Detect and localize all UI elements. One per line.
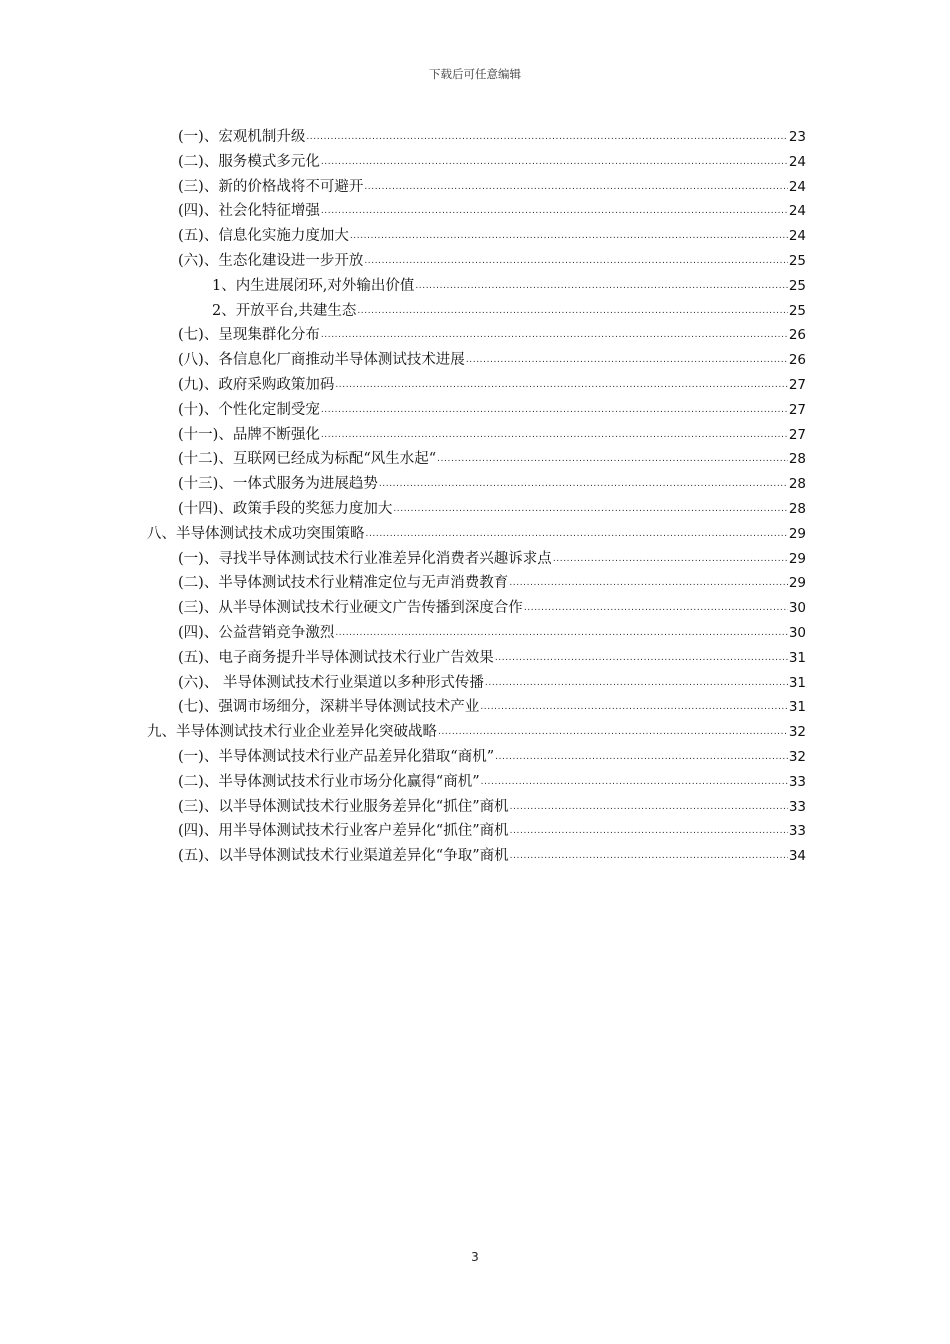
toc-entry-page-number: 25 (788, 302, 806, 319)
toc-dot-leader (393, 498, 787, 520)
toc-section-entry[interactable] (178, 796, 806, 818)
toc-entry-title: (五)、以半导体测试技术行业渠道差异化“争取”商机 (178, 848, 509, 865)
toc-entry-page-number: 28 (788, 451, 806, 468)
toc-section-entry[interactable] (178, 820, 806, 842)
toc-entry-page-number: 25 (788, 253, 806, 269)
toc-entry-page-number: 27 (788, 401, 806, 418)
toc-entry-title: (十一)、品牌不断强化 (178, 426, 320, 443)
toc-section-entry[interactable] (178, 200, 806, 222)
toc-dot-leader (485, 672, 788, 694)
toc-entry-title: (一)、宏观机制升级 (178, 129, 306, 145)
toc-dot-leader (364, 176, 787, 198)
toc-entry-page-number: 33 (788, 798, 806, 815)
toc-entry-title: (十)、个性化定制受宠 (178, 401, 320, 418)
toc-entry-page-number: 27 (788, 426, 806, 443)
toc-dot-leader (335, 374, 787, 396)
toc-entry-title: (三)、以半导体测试技术行业服务差异化“抓住”商机 (178, 798, 509, 815)
toc-section-entry[interactable] (178, 151, 806, 173)
toc-entry-title: (七)、强调市场细分，深耕半导体测试技术产业 (178, 699, 480, 716)
toc-section-entry[interactable] (178, 746, 806, 768)
toc-entry-title: (八)、各信息化厂商推动半导体测试技术进展 (178, 352, 465, 369)
toc-entry-page-number: 24 (788, 178, 806, 195)
toc-entry-title: 九、半导体测试技术行业企业差异化突破战略 (147, 724, 437, 741)
toc-entry-title: (四)、用半导体测试技术行业客户差异化“抓住”商机 (178, 823, 509, 840)
toc-entry-title: (十四)、政策手段的奖惩力度加大 (178, 501, 393, 517)
toc-entry-title: (六)、生态化建设进一步开放 (178, 253, 364, 269)
toc-section-entry[interactable] (178, 548, 806, 570)
toc-section-entry[interactable] (178, 374, 806, 396)
toc-dot-leader (510, 845, 788, 867)
toc-section-entry[interactable] (178, 176, 806, 198)
toc-entry-page-number: 29 (788, 550, 806, 567)
toc-section-entry[interactable] (178, 572, 806, 594)
toc-entry-title: (二)、服务模式多元化 (178, 153, 320, 170)
toc-section-entry[interactable] (178, 126, 806, 148)
toc-section-entry[interactable] (178, 672, 806, 694)
page-header: 下载后可任意编辑 (429, 67, 521, 81)
toc-dot-leader (350, 225, 788, 247)
toc-entry-page-number: 24 (788, 203, 806, 220)
toc-section-entry[interactable] (178, 498, 806, 520)
toc-entry-title: (四)、社会化特征增强 (178, 203, 320, 220)
toc-dot-leader (366, 523, 788, 545)
toc-entry-page-number: 33 (788, 773, 806, 790)
toc-dot-leader (553, 548, 788, 570)
toc-dot-leader (495, 647, 788, 669)
toc-entry-title: (十三)、一体式服务为进展趋势 (178, 476, 378, 493)
toc-entry-title: (一)、寻找半导体测试技术行业准差异化消费者兴趣诉求点 (178, 550, 552, 567)
toc-dot-leader (480, 696, 788, 718)
toc-section-entry[interactable] (178, 771, 806, 793)
toc-entry-title: (六)、 半导体测试技术行业渠道以多种形式传播 (178, 674, 484, 691)
toc-entry-page-number: 31 (788, 699, 806, 716)
toc-dot-leader (495, 746, 788, 768)
toc-section-entry[interactable] (178, 647, 806, 669)
toc-entry-page-number: 33 (788, 823, 806, 840)
toc-entry-title: (四)、公益营销竞争激烈 (178, 625, 335, 641)
toc-dot-leader (306, 126, 787, 148)
toc-section-entry[interactable] (178, 473, 806, 495)
toc-dot-leader (321, 151, 788, 173)
toc-section-entry[interactable] (178, 324, 806, 346)
toc-dot-leader (364, 250, 787, 272)
toc-entry-title: (七)、呈现集群化分布 (178, 327, 320, 344)
toc-entry-title: (三)、从半导体测试技术行业硬文广告传播到深度合作 (178, 600, 523, 617)
toc-entry-page-number: 29 (788, 575, 806, 592)
toc-entry-page-number: 28 (788, 501, 806, 517)
toc-entry-title: (九)、政府采购政策加码 (178, 377, 335, 393)
toc-entry-page-number: 26 (788, 352, 806, 369)
toc-dot-leader (321, 399, 788, 421)
toc-dot-leader (481, 771, 788, 793)
toc-dot-leader (510, 796, 788, 818)
toc-entry-page-number: 26 (788, 327, 806, 344)
toc-dot-leader (437, 448, 788, 470)
toc-entry-title: (五)、电子商务提升半导体测试技术行业广告效果 (178, 649, 494, 666)
toc-entry-title: (十二)、互联网已经成为标配“风生水起“ (178, 451, 437, 468)
toc-entry-title: 1、内生进展闭环,对外输出价值 (212, 277, 415, 294)
toc-section-entry[interactable] (178, 225, 806, 247)
toc-entry-page-number: 31 (788, 674, 806, 691)
toc-dot-leader (335, 622, 787, 644)
toc-section-entry[interactable] (178, 622, 806, 644)
toc-entry-page-number: 30 (788, 600, 806, 617)
toc-section-entry[interactable] (178, 399, 806, 421)
toc-section-entry[interactable] (178, 250, 806, 272)
toc-section-entry[interactable] (178, 597, 806, 619)
toc-dot-leader (321, 200, 788, 222)
toc-entry-page-number: 23 (788, 129, 806, 145)
toc-dot-leader (321, 424, 788, 446)
toc-entry-page-number: 31 (788, 649, 806, 666)
page-number: 3 (471, 1250, 479, 1264)
toc-entry-title: (五)、信息化实施力度加大 (178, 228, 349, 245)
toc-dot-leader (509, 572, 788, 594)
toc-dot-leader (438, 721, 788, 743)
toc-entry-title: (二)、半导体测试技术行业精准定位与无声消费教育 (178, 575, 509, 592)
toc-entry-page-number: 32 (788, 724, 806, 741)
toc-section-entry[interactable] (178, 349, 806, 371)
toc-entry-page-number: 25 (788, 277, 806, 294)
toc-dot-leader (321, 324, 788, 346)
toc-entry-title: 八、半导体测试技术成功突围策略 (147, 525, 365, 542)
toc-entry-page-number: 34 (788, 848, 806, 865)
toc-dot-leader (466, 349, 788, 371)
toc-section-entry[interactable] (178, 424, 806, 446)
toc-entry-page-number: 30 (788, 625, 806, 641)
toc-entry-page-number: 24 (788, 153, 806, 170)
toc-dot-leader (379, 473, 788, 495)
toc-section-entry[interactable] (178, 448, 806, 470)
toc-dot-leader (510, 820, 788, 842)
toc-dot-leader (415, 275, 787, 297)
toc-chapter-entry[interactable] (147, 523, 806, 545)
toc-entry-page-number: 29 (788, 525, 806, 542)
toc-chapter-entry[interactable] (147, 721, 806, 743)
toc-entry-page-number: 28 (788, 476, 806, 493)
toc-subsection-entry[interactable] (212, 275, 806, 297)
toc-dot-leader (524, 597, 788, 619)
toc-entry-title: (三)、新的价格战将不可避开 (178, 178, 364, 195)
toc-entry-page-number: 27 (788, 377, 806, 393)
toc-entry-page-number: 32 (788, 749, 806, 765)
toc-section-entry[interactable] (178, 696, 806, 718)
toc-dot-leader (357, 300, 787, 322)
toc-section-entry[interactable] (178, 845, 806, 867)
toc-subsection-entry[interactable] (212, 300, 806, 322)
toc-entry-page-number: 24 (788, 228, 806, 245)
toc-entry-title: (二)、半导体测试技术行业市场分化赢得“商机” (178, 773, 480, 790)
toc-entry-title: 2、开放平台,共建生态 (212, 302, 357, 319)
toc-entry-title: (一)、半导体测试技术行业产品差异化猎取“商机” (178, 749, 495, 765)
